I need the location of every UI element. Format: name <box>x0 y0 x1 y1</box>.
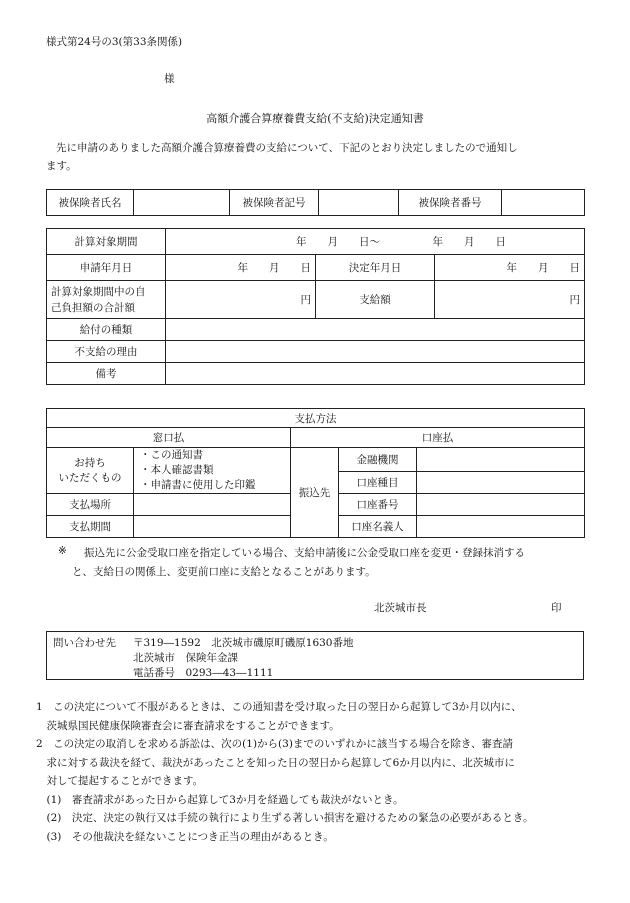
decision-table <box>46 228 585 385</box>
account-holder-field[interactable] <box>417 516 585 538</box>
contact-department: 北茨城市 保険年金課 <box>133 652 238 664</box>
note-line1: 振込先に公金受取口座を指定している場合、支給申請後に公金受取口座を変更・登録抹消する <box>84 547 525 559</box>
intro-text-line1: 先に申請のありました高額介護合算療養費の支給について、下記のとおり決定しましたので通知し <box>56 142 518 154</box>
amount-label: 支給額 <box>316 281 435 319</box>
insured-symbol-field[interactable] <box>319 190 399 216</box>
apply-date-value[interactable]: 年 月 日 <box>166 255 316 281</box>
bring-label-line1: お持ち <box>74 456 106 469</box>
amount-unit: 円 <box>569 294 580 306</box>
legal-note-line: 茨城県国民健康保険審査会に審査請求をすることができます。 <box>36 719 340 732</box>
payment-period-field[interactable] <box>134 516 291 538</box>
legal-note-line: (3) その他裁決を経ないことにつき正当の理由があるとき。 <box>36 830 334 843</box>
legal-note-line: 2 この決定の取消しを求める訴訟は、次の(1)から(3)までのいずれかに該当する場合を除き、審査請 <box>36 738 514 750</box>
legal-note-line: (1) 審査請求があった日から起算して3か月を経過しても裁決がないとき。 <box>36 793 404 806</box>
account-number-label: 口座番号 <box>339 494 417 516</box>
bank-field[interactable] <box>417 448 585 472</box>
decision-date-label: 決定年月日 <box>316 255 435 281</box>
reason-field[interactable] <box>166 341 585 363</box>
contact-phone: 電話番号 0293―43―1111 <box>133 667 274 679</box>
insured-table <box>46 189 585 216</box>
apply-date-label: 申請年月日 <box>47 255 166 281</box>
payment-place-label: 支払場所 <box>47 494 134 516</box>
insured-name-field[interactable] <box>134 190 230 216</box>
legal-note-line: 求に対する裁決を経て、裁決があったことを知った日の翌日から起算して6か月以内に、北茨城市に <box>36 756 515 769</box>
form-number: 様式第24号の3(第33条関係) <box>46 36 183 48</box>
bring-items-label <box>47 448 134 494</box>
insured-number-field[interactable] <box>502 190 585 216</box>
period-value[interactable]: 年 月 日〜 年 月 日 <box>166 229 585 255</box>
legal-note-line: (2) 決定、決定の執行又は手続の執行により生ずる著しい損害を避けるための緊急の必要があるとき。 <box>36 812 534 824</box>
legal-notes <box>36 698 596 846</box>
addressee-suffix: 様 <box>164 73 175 85</box>
contact-label: 問い合わせ先 <box>53 637 116 649</box>
remarks-field[interactable] <box>166 363 585 385</box>
payment-method-heading: 支払方法 <box>47 409 585 428</box>
amount-field[interactable] <box>435 281 585 319</box>
period-label: 計算対象期間 <box>47 229 166 255</box>
note-line2: と、支給日の関係上、変更前口座に支給となることがあります。 <box>72 566 376 578</box>
total-label <box>47 281 166 319</box>
intro-text-line2: ます。 <box>46 160 77 172</box>
bring-item: ・申請書に使用した印鑑 <box>140 479 256 491</box>
reason-label: 不支給の理由 <box>47 341 166 363</box>
total-label-line1: 計算対象期間中の自 <box>51 285 146 298</box>
legal-note-line: 対して提起することができます。 <box>36 775 204 787</box>
contact-box <box>46 631 584 680</box>
decision-date-value[interactable]: 年 月 日 <box>435 255 585 281</box>
benefit-type-label: 給付の種類 <box>47 319 166 341</box>
account-type-field[interactable] <box>417 472 585 494</box>
document-title: 高額介護合算療養費支給(不支給)決定通知書 <box>206 112 424 125</box>
bring-item: ・この通知書 <box>140 449 203 461</box>
contact-address: 〒319―1592 北茨城市磯原町磯原1630番地 <box>133 637 354 649</box>
window-payment-label: 窓口払 <box>47 428 291 448</box>
remarks-label: 備考 <box>47 363 166 385</box>
bring-item: ・本人確認書類 <box>140 464 214 476</box>
bank-label: 金融機関 <box>339 448 417 472</box>
bring-items-list <box>134 448 291 494</box>
insured-symbol-label: 被保険者記号 <box>230 190 319 216</box>
total-amount-field[interactable] <box>166 281 316 319</box>
account-holder-label: 口座名義人 <box>339 516 417 538</box>
benefit-type-field[interactable] <box>166 319 585 341</box>
insured-number-label: 被保険者番号 <box>399 190 502 216</box>
insured-name-label: 被保険者氏名 <box>47 190 134 216</box>
issuer-name: 北茨城市長 <box>374 602 427 614</box>
total-unit: 円 <box>300 294 311 306</box>
legal-note-line: 1 この決定について不服があるときは、この通知書を受け取った日の翌日から起算して3か月以内に、 <box>36 701 522 713</box>
account-payment-label: 口座払 <box>291 428 585 448</box>
total-label-line2: 己負担額の合計額 <box>51 301 135 314</box>
note-mark: ※ <box>58 545 67 557</box>
seal-mark: 印 <box>551 602 562 614</box>
bring-label-line2: いただくもの <box>58 471 122 484</box>
transfer-label: 振込先 <box>291 448 339 538</box>
account-number-field[interactable] <box>417 494 585 516</box>
payment-table <box>46 408 585 538</box>
payment-period-label: 支払期間 <box>47 516 134 538</box>
payment-place-field[interactable] <box>134 494 291 516</box>
account-type-label: 口座種目 <box>339 472 417 494</box>
